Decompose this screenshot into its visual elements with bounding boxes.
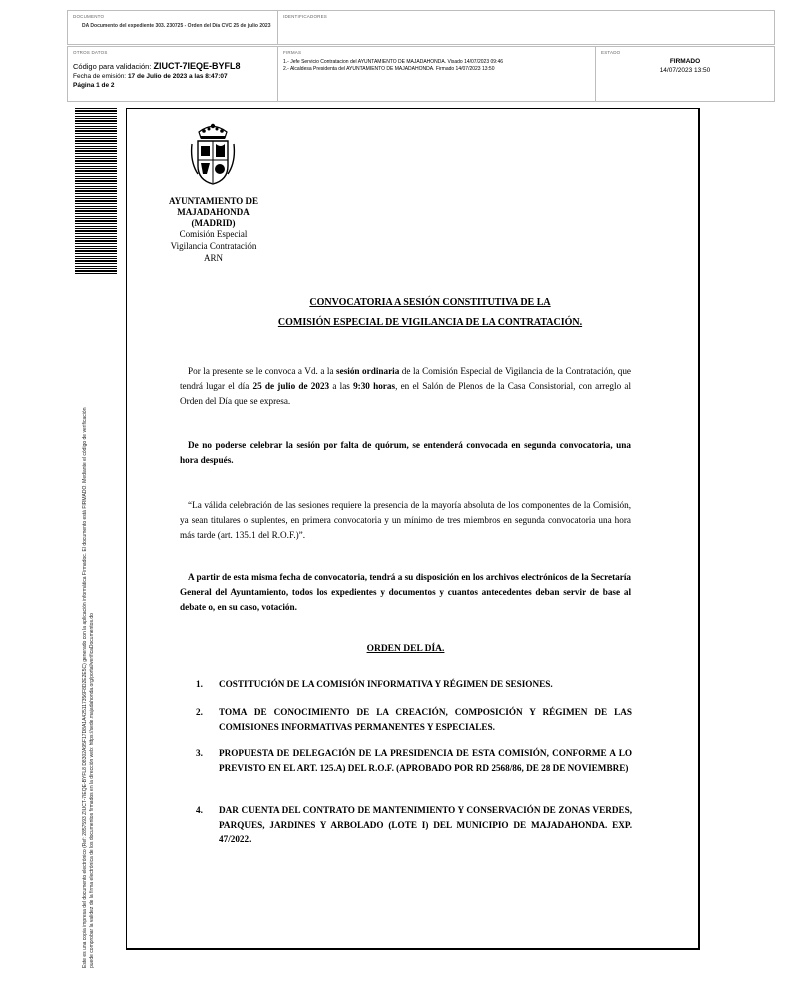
paragraph-convocatoria: Por la presente se le convoca a Vd. a la sesión ordinaria de la Comisión Especial de Vigilancia de la Contratación, que tendrá lugar el día 25 de julio de 2023 a las 9:30 horas, en el Salón de Plenos de la Casa Consistorial, con arreglo al Orden del Día que se expresa. (180, 366, 632, 406)
otros-datos-label: OTROS DATOS (73, 50, 108, 55)
codigo-label: Código para validación: (73, 62, 152, 71)
documento-text: DA Documento del expediente 303. 230725 - Orden del Día CVC 25 de julio 2023 (82, 23, 271, 29)
item-number: 4. (196, 805, 203, 815)
pagina-indicator: Página 1 de 2 (73, 82, 115, 89)
documento-label: DOCUMENTO (73, 14, 105, 19)
org-dept-2: Vigilancia Contratación (170, 241, 257, 251)
paragraph-disposicion: A partir de esta misma fecha de convocatoria, tendrá a su disposición en los archivos electrónicos de la Secretaría General del Ayuntamiento, todos los expedientes y documentos y cuantos antecedentes deban servir de base al debate o, en su caso, votación. (180, 572, 631, 612)
paragraph-cita: “La válida celebración de las sesiones requiere la presencia de la mayoría absoluta de los componentes de la Comisión, ya sean titulares o suplentes, en primera convocatoria y un mínimo de tres miembros en segunda convocatoria una hora más tarde (art. 135.1 del R.O.F.)”. (180, 500, 631, 540)
firma-2: 2.- Alcaldesa Presidenta del AYUNTAMIENTO DE MAJADAHONDA. Firmado 14/07/2023 13:50 (283, 66, 495, 72)
org-name-2: MAJADAHONDA (177, 207, 250, 217)
side-verification-text-1: Este es una copia impresa del documento electrónico (Ref: 2857593 ZIUCT-7IEQE-BYFL8 D8302A95F17D8A1A425117356F8D2E2E5C) generado con la aplicación informática Firmadoc. El documento está FIRMADO. Mediante el código de verificación (82, 407, 88, 968)
identificadores-label: IDENTIFICADORES (283, 14, 328, 19)
document-title-1: CONVOCATORIA A SESIÓN CONSTITUTIVA DE LA (309, 297, 551, 308)
header-bottom-row (67, 46, 775, 102)
item-text: PROPUESTA DE DELEGACIÓN DE LA PRESIDENCIA DE ESTA COMISIÓN, CONFORME A LO PREVISTO EN EL ART. 125.A) DEL R.O.F. (APROBADO POR RD 2568/86, DE 28 DE NOVIEMBRE) (219, 748, 632, 773)
barcode (75, 108, 117, 276)
org-ref: ARN (203, 253, 223, 263)
identificadores-cell (277, 11, 774, 44)
paragraph-quorum: De no poderse celebrar la sesión por falta de quórum, se entenderá convocada en segunda convocatoria, una hora después. (180, 440, 631, 465)
estado-label: ESTADO (601, 50, 621, 55)
item-text: TOMA DE CONOCIMIENTO DE LA CREACIÓN, COMPOSICIÓN Y RÉGIMEN DE LAS COMISIONES INFORMATIVAS PERMANENTES Y ESPECIALES. (219, 707, 632, 732)
fecha-value: 17 de Julio de 2023 a las 8:47:07 (127, 73, 228, 80)
list-item (196, 677, 632, 692)
header-top-row (67, 10, 775, 45)
firmas-label: FIRMAS (283, 50, 302, 55)
estado-value: FIRMADO (669, 58, 701, 65)
list-item (196, 705, 632, 734)
item-number: 2. (196, 707, 203, 717)
documento-cell (68, 11, 277, 44)
codigo-value[interactable]: ZIUCT-7IEQE-BYFL8 (153, 61, 241, 71)
side-verification-text-2: puede comprobar la validez de la firma electrónica de los documentos firmados en la dirección web: https://sede.majadahonda.org/portal/verificaDocumentos.do (89, 613, 95, 968)
item-text: DAR CUENTA DEL CONTRATO DE MANTENIMIENTO Y CONSERVACIÓN DE ZONAS VERDES, PARQUES, JARDINES Y ARBOLADO (LOTE I) DEL MUNICIPIO DE MAJADAHONDA. EXP. 47/2022. (219, 805, 632, 844)
document-title-2: COMISIÓN ESPECIAL DE VIGILANCIA DE LA CONTRATACIÓN. (277, 317, 583, 328)
coat-of-arms-icon (190, 122, 236, 188)
otros-datos-cell (68, 47, 277, 101)
estado-date: 14/07/2023 13:50 (659, 67, 711, 74)
org-name-1: AYUNTAMIENTO DE (168, 196, 259, 206)
orden-del-dia-title: ORDEN DEL DÍA. (366, 644, 445, 654)
item-number: 3. (196, 748, 203, 758)
org-dept-1: Comisión Especial (179, 229, 248, 239)
fecha-emision (73, 73, 228, 80)
firmas-cell (277, 47, 595, 101)
codigo-validacion (73, 61, 241, 71)
firma-1: 1.- Jefe Servicio Contratacion del AYUNTAMIENTO DE MAJADAHONDA. Visado 14/07/2023 09:46 (283, 59, 504, 65)
item-text: COSTITUCIÓN DE LA COMISIÓN INFORMATIVA Y RÉGIMEN DE SESIONES. (219, 679, 553, 689)
org-name-3: (MADRID) (191, 218, 236, 228)
estado-cell (595, 47, 774, 101)
item-number: 1. (196, 679, 203, 689)
list-item (196, 803, 632, 847)
list-item (196, 746, 632, 775)
fecha-label: Fecha de emisión: (73, 73, 127, 80)
